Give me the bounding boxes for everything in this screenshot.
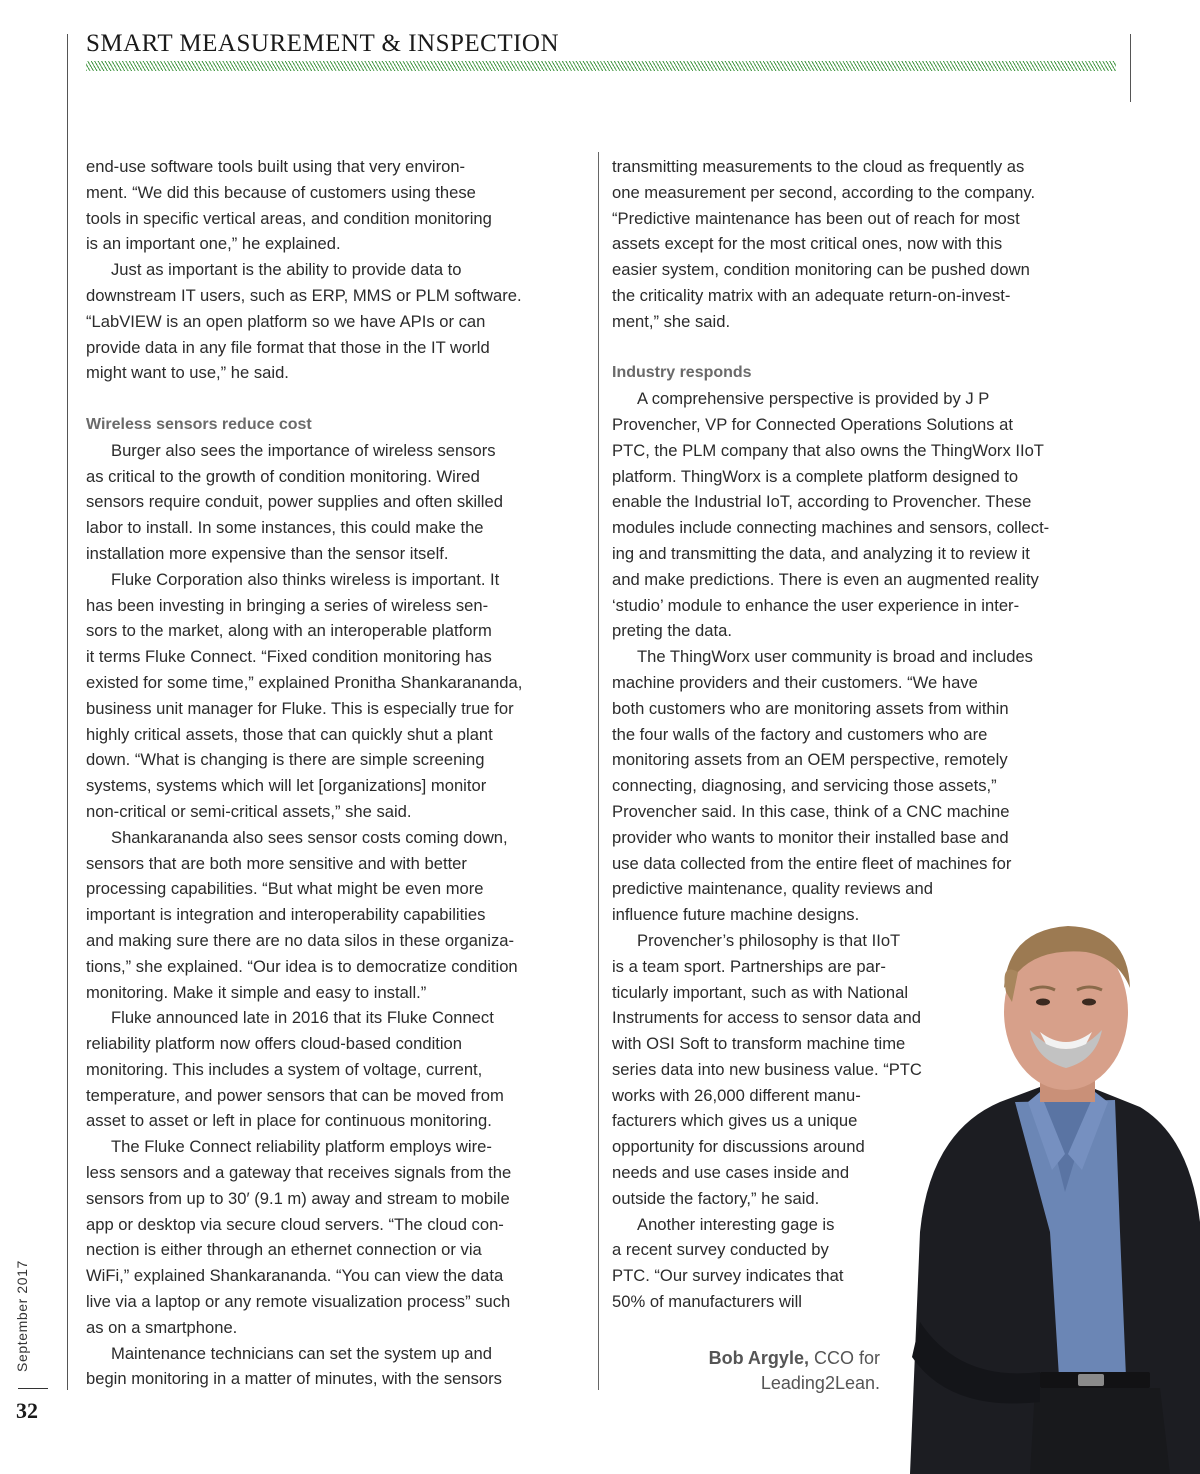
text-line: Just as important is the ability to provide data to: [111, 260, 462, 280]
text-line: outside the factory,” he said.: [612, 1188, 820, 1208]
text-line: ticularly important, such as with National: [612, 982, 909, 1002]
text-line: [612, 335, 1118, 361]
text-line: is an important one,” he explained.: [86, 234, 341, 254]
text-line: important is integration and interoperability capabilities: [86, 905, 486, 925]
text-line: The ThingWorx user community is broad and includes: [637, 647, 1033, 667]
text-line: The Fluke Connect reliability platform employs wire-: [111, 1137, 492, 1157]
section-title: SMART MEASUREMENT & INSPECTION: [86, 30, 560, 57]
text-line: as critical to the growth of condition monitoring. Wired: [86, 466, 480, 486]
text-line: facturers which gives us a unique: [612, 1111, 858, 1131]
text-line: Instruments for access to sensor data and: [612, 1008, 921, 1028]
text-line: tions,” she explained. “Our idea is to democratize condition: [86, 956, 518, 976]
text-line: labor to install. In some instances, this could make the: [86, 518, 484, 538]
text-line: asset to asset or left in place for continuous monitoring.: [86, 1111, 492, 1131]
right-margin-rule: [1130, 34, 1131, 102]
text-line: sors to the market, along with an interoperable platform: [86, 621, 492, 641]
text-line: Shankarananda also sees sensor costs coming down,: [111, 827, 508, 847]
text-line: use data collected from the entire fleet of machines for: [612, 853, 1012, 873]
text-line: reliability platform now offers cloud-based condition: [86, 1034, 463, 1054]
text-line: easier system, condition monitoring can be pushed down: [612, 260, 1030, 280]
page-number: 32: [16, 1398, 38, 1423]
text-line: begin monitoring in a matter of minutes, with the sensors: [86, 1369, 502, 1389]
text-line: installation more expensive than the sensor itself.: [86, 543, 449, 563]
photo-caption: [640, 1346, 880, 1396]
text-line: works with 26,000 different manu-: [612, 1085, 861, 1105]
text-line: monitoring. This includes a system of voltage, current,: [86, 1059, 483, 1079]
text-line: assets except for the most critical ones, now with this: [612, 234, 1003, 254]
text-line: Provencher said. In this case, think of a CNC machine: [612, 801, 1010, 821]
text-line: less sensors and a gateway that receives signals from the: [86, 1163, 512, 1183]
text-line: sensors require conduit, power supplies and often skilled: [86, 492, 503, 512]
text-line: modules include connecting machines and sensors, collect-: [612, 518, 1050, 538]
text-line: connecting, diagnosing, and servicing those assets,”: [612, 776, 997, 796]
text-line: A comprehensive perspective is provided by J P: [637, 389, 990, 409]
text-line: Provencher, VP for Connected Operations Solutions at: [612, 414, 1013, 434]
text-line: tools in specific vertical areas, and condition monitoring: [86, 208, 492, 228]
text-line: temperature, and power sensors that can be moved from: [86, 1085, 504, 1105]
text-line: Maintenance technicians can set the system up and: [111, 1343, 492, 1363]
portrait-photo: [890, 902, 1200, 1474]
text-line: and make predictions. There is even an augmented reality: [612, 569, 1039, 589]
text-line: machine providers and their customers. “We have: [612, 672, 978, 692]
text-line: Another interesting gage is: [637, 1214, 835, 1234]
text-line: systems, systems which will let [organizations] monitor: [86, 776, 487, 796]
text-line: “LabVIEW is an open platform so we have APIs or can: [86, 311, 486, 331]
text-line: one measurement per second, according to the company.: [612, 182, 1036, 202]
text-line: ment. “We did this because of customers using these: [86, 182, 476, 202]
text-line: series data into new business value. “PTC: [612, 1059, 922, 1079]
text-line: provider who wants to monitor their installed base and: [612, 827, 1009, 847]
text-line: Burger also sees the importance of wireless sensors: [111, 440, 496, 460]
text-line: non-critical or semi-critical assets,” she said.: [86, 801, 412, 821]
text-line: ‘studio’ module to enhance the user experience in inter-: [612, 595, 1020, 615]
text-line: WiFi,” explained Shankarananda. “You can view the data: [86, 1266, 504, 1286]
text-line: the four walls of the factory and customers who are: [612, 724, 988, 744]
folio-rule: [18, 1388, 48, 1389]
text-line: Fluke Corporation also thinks wireless is important. It: [111, 569, 500, 589]
text-line: transmitting measurements to the cloud as frequently as: [612, 157, 1025, 176]
caption-title: CCO for: [813, 1348, 880, 1368]
caption-name: Bob Argyle,: [708, 1348, 809, 1368]
text-line: preting the data.: [612, 621, 732, 641]
column-divider: [598, 152, 599, 1390]
text-line: highly critical assets, those that can quickly shut a plant: [86, 724, 493, 744]
text-line: sensors from up to 30′ (9.1 m) away and stream to mobile: [86, 1188, 510, 1208]
green-hatched-rule: [86, 61, 1116, 71]
text-line: PTC. “Our survey indicates that: [612, 1266, 844, 1286]
text-line: down. “What is changing is there are simple screening: [86, 750, 485, 770]
text-line: with OSI Soft to transform machine time: [612, 1034, 906, 1054]
text-line: opportunity for discussions around: [612, 1137, 865, 1157]
text-line: monitoring assets from an OEM perspective, remotely: [612, 750, 1008, 770]
text-line: ment,” she said.: [612, 311, 731, 331]
text-line: end-use software tools built using that very environ-: [86, 157, 466, 176]
caption-company: Leading2Lean.: [760, 1373, 880, 1393]
text-line: both customers who are monitoring assets from within: [612, 698, 1009, 718]
text-line: is a team sport. Partnerships are par-: [612, 956, 886, 976]
text-line: as on a smartphone.: [86, 1317, 238, 1337]
left-text-column: [86, 154, 592, 1392]
subheading: Wireless sensors reduce cost: [86, 415, 312, 433]
text-line: monitoring. Make it simple and easy to install.”: [86, 982, 427, 1002]
text-line: it terms Fluke Connect. “Fixed condition monitoring has: [86, 647, 492, 667]
subheading: Industry responds: [612, 364, 752, 382]
text-line: needs and use cases inside and: [612, 1163, 850, 1183]
issue-date: September 2017: [14, 1260, 30, 1372]
left-margin-rule: [67, 34, 68, 1390]
text-line: ing and transmitting the data, and analyzing it to review it: [612, 543, 1030, 563]
text-line: Fluke announced late in 2016 that its Fluke Connect: [111, 1008, 494, 1028]
text-line: predictive maintenance, quality reviews and: [612, 879, 933, 899]
text-line: business unit manager for Fluke. This is especially true for: [86, 698, 514, 718]
text-line: processing capabilities. “But what might be even more: [86, 879, 484, 899]
text-line: nection is either through an ethernet connection or via: [86, 1240, 482, 1260]
text-line: might want to use,” he said.: [86, 363, 289, 383]
text-line: platform. ThingWorx is a complete platform designed to: [612, 466, 1019, 486]
text-line: provide data in any file format that those in the IT world: [86, 337, 490, 357]
text-line: sensors that are both more sensitive and with better: [86, 853, 467, 873]
text-line: 50% of manufacturers will: [612, 1292, 802, 1312]
text-line: has been investing in bringing a series of wireless sen-: [86, 595, 489, 615]
text-line: the criticality matrix with an adequate return-on-invest-: [612, 285, 1011, 305]
text-line: live via a laptop or any remote visualization process” such: [86, 1292, 511, 1312]
text-line: Provencher’s philosophy is that IIoT: [637, 930, 901, 950]
text-line: influence future machine designs.: [612, 905, 860, 925]
text-line: PTC, the PLM company that also owns the ThingWorx IIoT: [612, 440, 1044, 460]
text-line: enable the Industrial IoT, according to Provencher. These: [612, 492, 1032, 512]
text-line: [86, 386, 592, 412]
text-line: “Predictive maintenance has been out of reach for most: [612, 208, 1020, 228]
text-line: a recent survey conducted by: [612, 1240, 829, 1260]
text-line: downstream IT users, such as ERP, MMS or PLM software.: [86, 285, 522, 305]
text-line: existed for some time,” explained Pronitha Shankarananda,: [86, 672, 523, 692]
text-line: app or desktop via secure cloud servers. “The cloud con-: [86, 1214, 504, 1234]
text-line: and making sure there are no data silos in these organiza-: [86, 930, 515, 950]
